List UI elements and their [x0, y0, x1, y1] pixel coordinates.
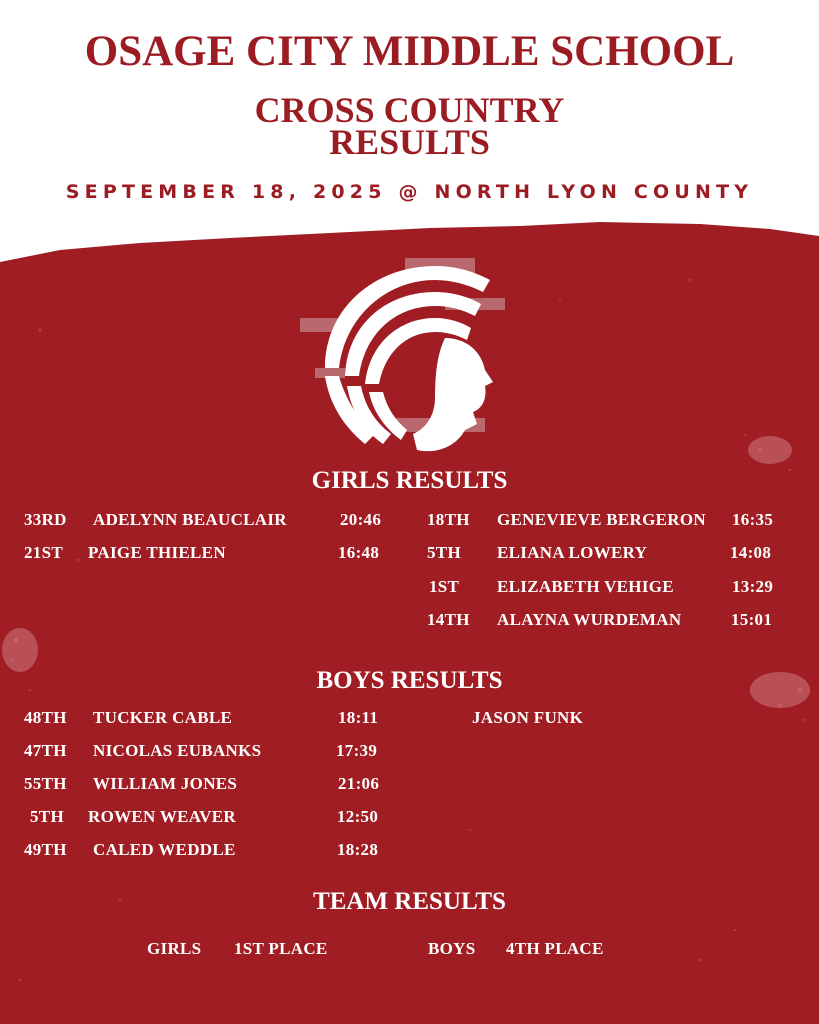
- girls-results-heading: GIRLS RESULTS: [311, 467, 508, 494]
- finish-time: 17:39: [336, 741, 378, 760]
- athlete-name: CALED WEDDLE: [93, 840, 236, 859]
- finish-time: 20:46: [340, 510, 382, 529]
- athlete-name: WILLIAM JONES: [93, 774, 238, 793]
- event-title-line2: RESULTS: [329, 122, 490, 162]
- finish-time: 21:06: [338, 774, 380, 793]
- finish-time: 14:08: [730, 543, 772, 562]
- athlete-name: PAIGE THIELEN: [88, 543, 226, 562]
- place: 33RD: [24, 510, 67, 529]
- finish-time: 16:35: [732, 510, 774, 529]
- athlete-name: ELIZABETH VEHIGE: [497, 577, 674, 596]
- place: 47TH: [24, 741, 67, 760]
- boys-results-heading: BOYS RESULTS: [316, 667, 503, 694]
- place: 5TH: [427, 543, 461, 562]
- team-girls-place: 1ST PLACE: [234, 939, 328, 958]
- finish-time: 18:11: [338, 708, 379, 727]
- finish-time: 12:50: [337, 807, 379, 826]
- athlete-name: TUCKER CABLE: [93, 708, 233, 727]
- athlete-name: GENEVIEVE BERGERON: [497, 510, 706, 529]
- place: 18TH: [427, 510, 470, 529]
- event-date-location: SEPTEMBER 18, 2025 @ NORTH LYON COUNTY: [65, 181, 754, 203]
- team-results-heading: TEAM RESULTS: [313, 888, 506, 915]
- place: 1ST: [429, 577, 460, 596]
- athlete-name: ROWEN WEAVER: [88, 807, 236, 826]
- team-boys-label: BOYS: [428, 939, 476, 958]
- team-girls-label: GIRLS: [147, 939, 202, 958]
- place: 5TH: [30, 807, 64, 826]
- place: 55TH: [24, 774, 67, 793]
- athlete-name: JASON FUNK: [472, 708, 584, 727]
- school-name-title: OSAGE CITY MIDDLE SCHOOL: [84, 28, 735, 75]
- athlete-name: ELIANA LOWERY: [497, 543, 648, 562]
- team-boys-place: 4TH PLACE: [506, 939, 604, 958]
- place: 21ST: [24, 543, 63, 562]
- finish-time: 16:48: [338, 543, 380, 562]
- indian-head-logo-icon: [295, 258, 525, 468]
- place: 49TH: [24, 840, 67, 859]
- athlete-name: NICOLAS EUBANKS: [93, 741, 262, 760]
- finish-time: 18:28: [337, 840, 379, 859]
- place: 14TH: [427, 610, 470, 629]
- finish-time: 13:29: [732, 577, 774, 596]
- event-title-line1: CROSS COUNTRY: [254, 90, 565, 130]
- athlete-name: ALAYNA WURDEMAN: [497, 610, 682, 629]
- place: 48TH: [24, 708, 67, 727]
- finish-time: 15:01: [731, 610, 773, 629]
- athlete-name: ADELYNN BEAUCLAIR: [93, 510, 287, 529]
